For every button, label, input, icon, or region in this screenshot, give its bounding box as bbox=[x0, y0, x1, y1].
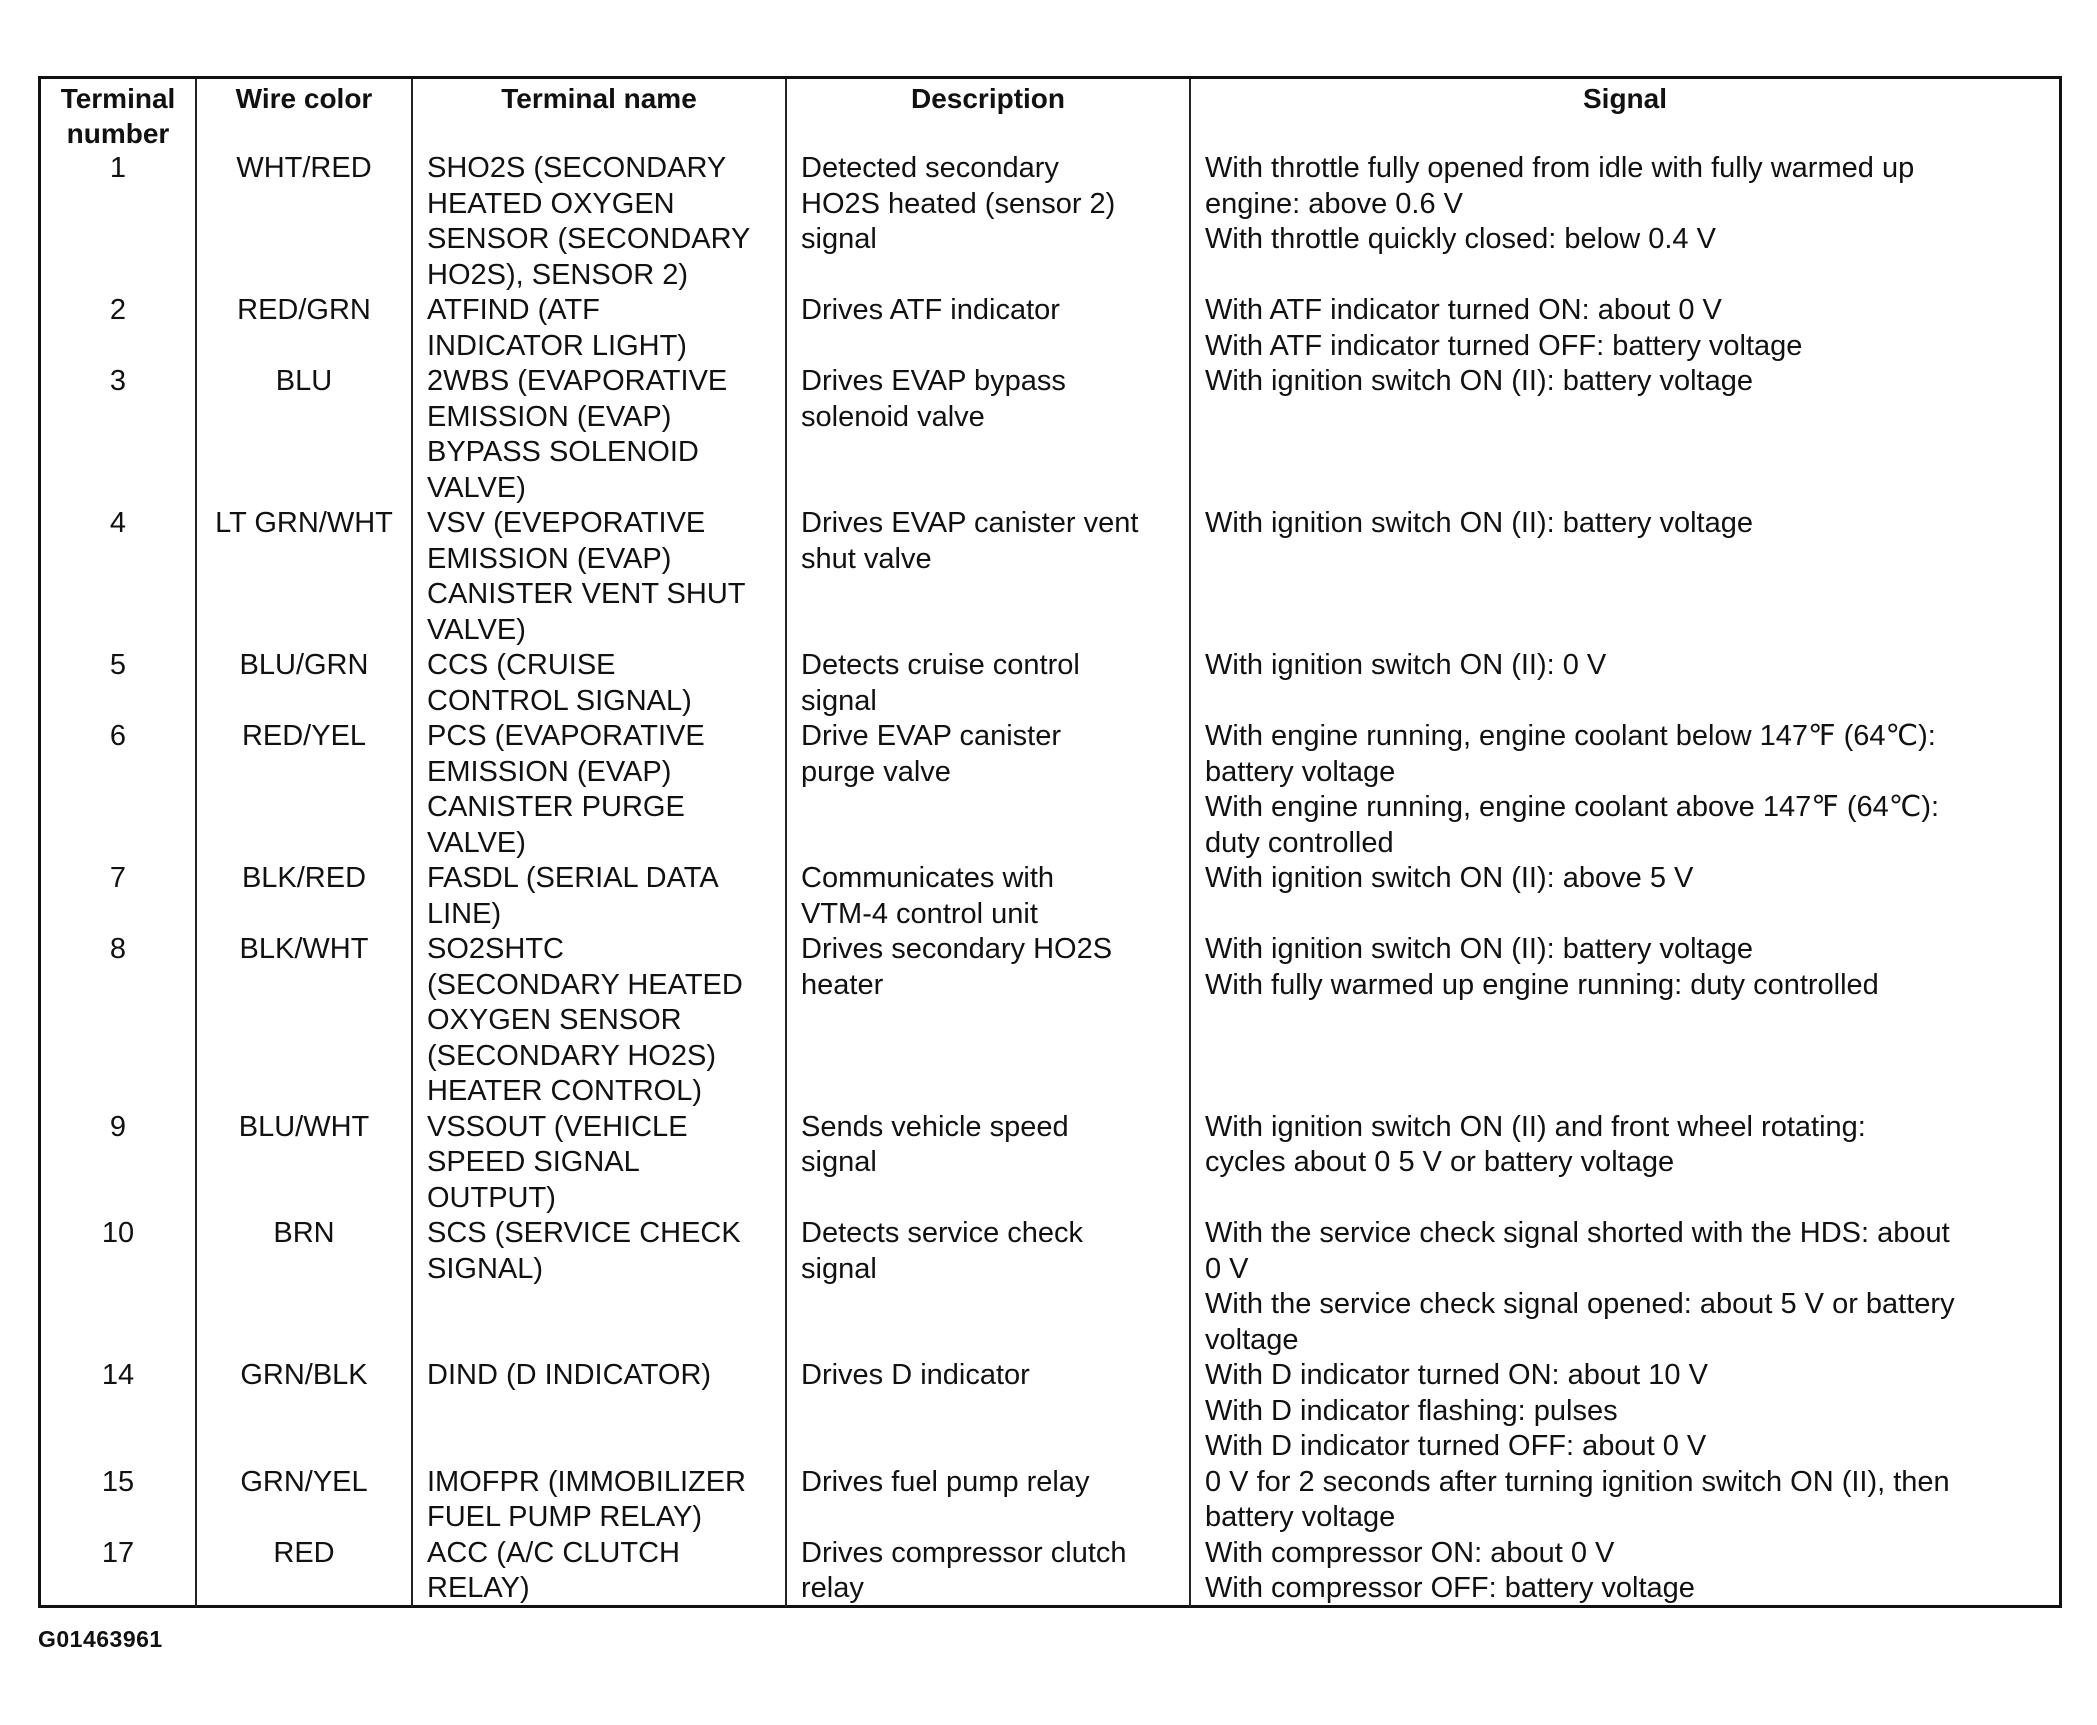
header-terminal-number: Terminal number bbox=[41, 79, 196, 151]
cell-description: Detected secondary HO2S heated (sensor 2) signal bbox=[786, 151, 1190, 293]
cell-terminal-number: 14 bbox=[41, 1358, 196, 1465]
cell-wire-color: WHT/RED bbox=[196, 151, 412, 293]
cell-wire-color: BLU/WHT bbox=[196, 1110, 412, 1217]
cell-signal: With engine running, engine coolant below 147℉ (64℃): battery voltage With engine running, engine coolant above 147℉ (64℃): duty controlled bbox=[1205, 720, 1940, 859]
cell-description: Detects service check signal bbox=[786, 1216, 1190, 1358]
cell-wire-color: LT GRN/WHT bbox=[196, 506, 412, 648]
header-row bbox=[41, 79, 2059, 151]
cell-signal: With the service check signal shorted with the HDS: about 0 V With the service check signal opened: about 5 V or battery voltage bbox=[1205, 1217, 1955, 1356]
cell-signal: With ATF indicator turned ON: about 0 V With ATF indicator turned OFF: battery voltage bbox=[1205, 294, 1803, 362]
cell-wire-color: GRN/BLK bbox=[196, 1358, 412, 1465]
cell-terminal-name: VSV (EVEPORATIVE EMISSION (EVAP) CANISTER VENT SHUT VALVE) bbox=[412, 506, 786, 648]
table-row bbox=[41, 1358, 2059, 1465]
terminal-table-frame bbox=[38, 76, 2062, 1608]
cell-description: Drives D indicator bbox=[786, 1358, 1190, 1465]
header-description: Description bbox=[786, 79, 1190, 151]
figure-id-caption: G01463961 bbox=[38, 1626, 163, 1652]
cell-terminal-name: CCS (CRUISE CONTROL SIGNAL) bbox=[412, 648, 786, 719]
cell-wire-color: GRN/YEL bbox=[196, 1465, 412, 1536]
table-row bbox=[41, 648, 2059, 719]
cell-terminal-name: ATFIND (ATF INDICATOR LIGHT) bbox=[412, 293, 786, 364]
cell-terminal-number: 17 bbox=[41, 1536, 196, 1607]
table-row bbox=[41, 506, 2059, 648]
cell-terminal-number: 8 bbox=[41, 932, 196, 1110]
header-wire-color: Wire color bbox=[196, 79, 412, 151]
cell-wire-color: BLU bbox=[196, 364, 412, 506]
cell-terminal-name: 2WBS (EVAPORATIVE EMISSION (EVAP) BYPASS SOLENOID VALVE) bbox=[412, 364, 786, 506]
cell-signal: With throttle fully opened from idle with fully warmed up engine: above 0.6 V With throttle quickly closed: below 0.4 V bbox=[1205, 152, 1915, 255]
table-row bbox=[41, 932, 2059, 1110]
table-row bbox=[41, 1216, 2059, 1358]
cell-wire-color: BLK/WHT bbox=[196, 932, 412, 1110]
cell-terminal-name: DIND (D INDICATOR) bbox=[412, 1358, 786, 1465]
cell-wire-color: BLK/RED bbox=[196, 861, 412, 932]
cell-terminal-number: 5 bbox=[41, 648, 196, 719]
table-body bbox=[41, 151, 2059, 1607]
cell-description: Drives compressor clutch relay bbox=[786, 1536, 1190, 1607]
header-terminal-name: Terminal name bbox=[412, 79, 786, 151]
table-header bbox=[41, 79, 2059, 151]
cell-terminal-number: 2 bbox=[41, 293, 196, 364]
cell-description: Detects cruise control signal bbox=[786, 648, 1190, 719]
cell-wire-color: BLU/GRN bbox=[196, 648, 412, 719]
cell-terminal-number: 9 bbox=[41, 1110, 196, 1217]
cell-terminal-number: 6 bbox=[41, 719, 196, 861]
cell-terminal-name: PCS (EVAPORATIVE EMISSION (EVAP) CANISTER PURGE VALVE) bbox=[412, 719, 786, 861]
cell-terminal-name: VSSOUT (VEHICLE SPEED SIGNAL OUTPUT) bbox=[412, 1110, 786, 1217]
cell-description: Drive EVAP canister purge valve bbox=[786, 719, 1190, 861]
terminal-table bbox=[41, 79, 2059, 1607]
cell-signal: With ignition switch ON (II): above 5 V bbox=[1205, 862, 1694, 894]
cell-wire-color: RED bbox=[196, 1536, 412, 1607]
cell-terminal-name: SHO2S (SECONDARY HEATED OXYGEN SENSOR (SECONDARY HO2S), SENSOR 2) bbox=[412, 151, 786, 293]
cell-description: Communicates with VTM-4 control unit bbox=[786, 861, 1190, 932]
cell-description: Drives EVAP canister vent shut valve bbox=[786, 506, 1190, 648]
cell-signal: With ignition switch ON (II): battery voltage bbox=[1205, 365, 1753, 397]
cell-terminal-number: 15 bbox=[41, 1465, 196, 1536]
cell-wire-color: BRN bbox=[196, 1216, 412, 1358]
cell-wire-color: RED/YEL bbox=[196, 719, 412, 861]
cell-terminal-number: 4 bbox=[41, 506, 196, 648]
cell-signal: With ignition switch ON (II): battery voltage bbox=[1205, 507, 1753, 539]
cell-signal: With ignition switch ON (II) and front wheel rotating: cycles about 0 5 V or battery voltage bbox=[1205, 1110, 1866, 1178]
cell-terminal-name: SO2SHTC (SECONDARY HEATED OXYGEN SENSOR (SECONDARY HO2S) HEATER CONTROL) bbox=[412, 932, 786, 1110]
cell-signal: With compressor ON: about 0 V With compressor OFF: battery voltage bbox=[1205, 1536, 1695, 1604]
header-signal: Signal bbox=[1582, 83, 1667, 114]
cell-terminal-name: IMOFPR (IMMOBILIZER FUEL PUMP RELAY) bbox=[412, 1465, 786, 1536]
cell-description: Drives fuel pump relay bbox=[786, 1465, 1190, 1536]
cell-wire-color: RED/GRN bbox=[196, 293, 412, 364]
cell-description: Sends vehicle speed signal bbox=[786, 1110, 1190, 1217]
cell-signal: With ignition switch ON (II): battery voltage With fully warmed up engine running: duty controlled bbox=[1205, 933, 1879, 1001]
cell-description: Drives ATF indicator bbox=[786, 293, 1190, 364]
cell-terminal-name: FASDL (SERIAL DATA LINE) bbox=[412, 861, 786, 932]
table-row bbox=[41, 364, 2059, 506]
table-row bbox=[41, 293, 2059, 364]
cell-terminal-number: 10 bbox=[41, 1216, 196, 1358]
table-row bbox=[41, 719, 2059, 861]
cell-terminal-number: 7 bbox=[41, 861, 196, 932]
cell-terminal-number: 3 bbox=[41, 364, 196, 506]
cell-signal: With ignition switch ON (II): 0 V bbox=[1205, 649, 1607, 681]
table-row bbox=[41, 1536, 2059, 1607]
cell-signal: 0 V for 2 seconds after turning ignition switch ON (II), then battery voltage bbox=[1205, 1465, 1950, 1533]
cell-signal: With D indicator turned ON: about 10 V With D indicator flashing: pulses With D indicator turned OFF: about 0 V bbox=[1205, 1359, 1708, 1462]
cell-description: Drives secondary HO2S heater bbox=[786, 932, 1190, 1110]
table-row bbox=[41, 1465, 2059, 1536]
cell-terminal-name: ACC (A/C CLUTCH RELAY) bbox=[412, 1536, 786, 1607]
cell-terminal-number: 1 bbox=[41, 151, 196, 293]
cell-terminal-name: SCS (SERVICE CHECK SIGNAL) bbox=[412, 1216, 786, 1358]
table-row bbox=[41, 861, 2059, 932]
table-row bbox=[41, 1110, 2059, 1217]
table-row bbox=[41, 151, 2059, 293]
cell-description: Drives EVAP bypass solenoid valve bbox=[786, 364, 1190, 506]
